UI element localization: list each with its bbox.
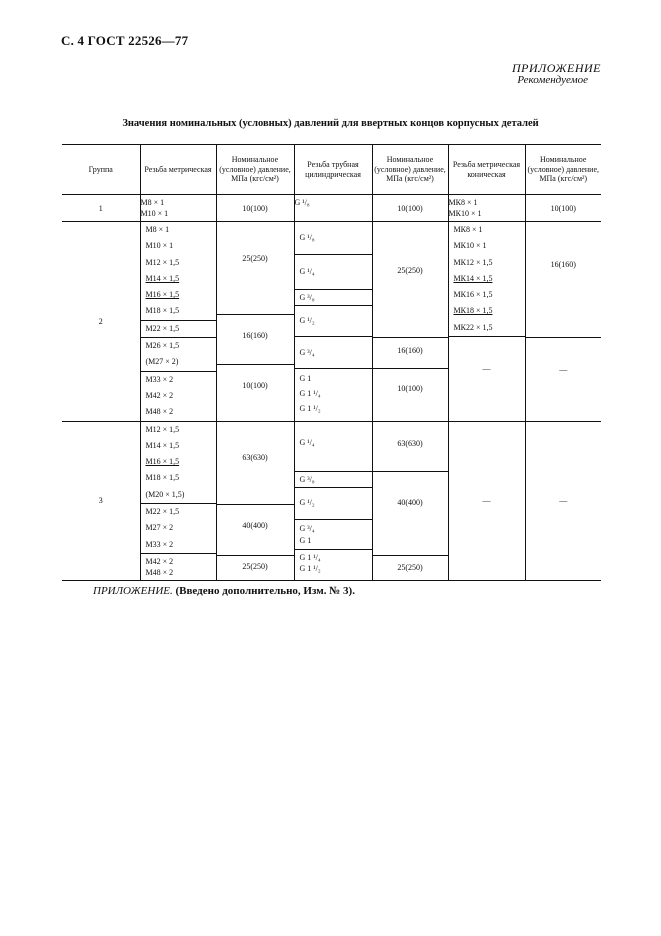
list-item: М22 × 1,5 xyxy=(145,507,180,517)
pressure-cell xyxy=(525,222,601,422)
pressure-value: 63(630) xyxy=(397,438,423,448)
pressure-cell xyxy=(216,421,294,580)
pressure-table xyxy=(62,144,601,581)
pressure-cell xyxy=(372,421,448,580)
list-item: М16 × 1,5 xyxy=(145,457,180,467)
pressure-cell: 10(100) xyxy=(525,195,601,222)
list-item: М48 × 2 xyxy=(145,407,174,417)
table-row xyxy=(62,195,601,222)
dash-value: — xyxy=(448,421,525,580)
list-item: G 1 ¹/₄ xyxy=(299,552,321,562)
pressure-value: 40(400) xyxy=(373,471,448,555)
list-item: G ³/₄ xyxy=(295,336,372,368)
appendix-subtitle: Рекомендуемое xyxy=(517,74,588,86)
list-item: МК8 × 1 xyxy=(448,198,478,207)
group-number: 1 xyxy=(62,195,140,222)
list-item: G 1 ¹/₂ xyxy=(299,404,321,413)
header-pressure-3: Номинальное (условное) давление, МПа (кгс/см²) xyxy=(525,145,601,195)
list-item: М18 × 1,5 xyxy=(145,473,180,483)
list-item: М8 × 1 xyxy=(145,225,170,234)
header-pipe: Резьба трубная цилиндрическая xyxy=(294,145,372,195)
footer-note-label: ПРИЛОЖЕНИЕ. xyxy=(93,585,173,597)
list-item: G ¹/₈ xyxy=(299,233,315,242)
list-item: МК12 × 1,5 xyxy=(453,257,493,267)
table-row xyxy=(62,222,601,422)
list-item: М14 × 1,5 xyxy=(145,440,180,450)
list-item: М10 × 1 xyxy=(140,209,169,218)
metric-cell xyxy=(140,222,216,422)
metric-cell xyxy=(140,195,216,222)
list-item: М10 × 1 xyxy=(145,241,174,251)
list-item: G ¹/₈ xyxy=(294,198,310,207)
header-pressure-2: Номинальное (условное) давление, МПа (кгс/см²) xyxy=(372,145,448,195)
pressure-value: 10(100) xyxy=(373,368,448,415)
group-number: 2 xyxy=(62,222,140,422)
header-metric: Резьба метрическая xyxy=(140,145,216,195)
list-item: G 1 ¹/₄ xyxy=(299,389,321,398)
page-header: С. 4 ГОСТ 22526—77 xyxy=(61,33,189,48)
conical-cell xyxy=(448,195,525,222)
list-item: М12 × 1,5 xyxy=(145,424,180,434)
pressure-value: 25(250) xyxy=(397,266,423,275)
list-item: М26 × 1,5 xyxy=(145,341,180,351)
list-item: G ¹/₄ xyxy=(299,437,315,447)
list-item: МК22 × 1,5 xyxy=(453,322,493,332)
table-row xyxy=(62,421,601,580)
list-item: М12 × 1,5 xyxy=(145,257,180,267)
header-group: Группа xyxy=(62,145,140,195)
table-title: Значения номинальных (условных) давлений для ввертных концов корпусных деталей xyxy=(122,118,539,129)
group-number: 3 xyxy=(62,421,140,580)
list-item: МК10 × 1 xyxy=(448,209,482,218)
pressure-cell xyxy=(372,222,448,422)
table-header-row xyxy=(62,145,601,195)
list-item: М16 × 1,5 xyxy=(145,290,180,300)
dash-value: — xyxy=(449,336,525,415)
list-item: МК14 × 1,5 xyxy=(453,273,493,283)
footer-note xyxy=(93,585,355,597)
pipe-cell xyxy=(294,421,372,580)
pressure-value: 25(250) xyxy=(242,254,268,263)
list-item: М8 × 1 xyxy=(140,198,165,207)
list-item: G ³/₈ xyxy=(295,471,372,487)
dash-value: — xyxy=(525,421,601,580)
list-item: МК18 × 1,5 xyxy=(453,306,493,316)
conical-cell xyxy=(448,222,525,422)
list-item: G 1 xyxy=(299,374,312,383)
list-item: G ¹/₂ xyxy=(295,487,372,519)
list-item: (М20 × 1,5) xyxy=(145,489,185,499)
pressure-cell xyxy=(216,222,294,422)
metric-cell xyxy=(140,421,216,580)
list-item: МК16 × 1,5 xyxy=(453,290,493,300)
list-item: М22 × 1,5 xyxy=(145,323,180,333)
pressure-value: 16(160) xyxy=(217,314,294,364)
pressure-value: 40(400) xyxy=(217,504,294,555)
list-item: G 1 ¹/₂ xyxy=(299,563,321,573)
list-item: G ³/₄ xyxy=(299,523,315,533)
list-item: М42 × 2 xyxy=(145,556,174,566)
dash-value: — xyxy=(526,337,602,416)
appendix-title: ПРИЛОЖЕНИЕ xyxy=(512,61,601,75)
pressure-value: 16(160) xyxy=(550,260,576,269)
list-item: М42 × 2 xyxy=(145,390,174,400)
list-item: М48 × 2 xyxy=(145,567,174,577)
pressure-cell: 10(100) xyxy=(372,195,448,222)
list-item: МК10 × 1 xyxy=(453,241,487,251)
list-item: (М27 × 2) xyxy=(145,357,179,367)
pressure-value: 25(250) xyxy=(373,555,448,580)
list-item: G ¹/₄ xyxy=(295,254,372,289)
pipe-cell xyxy=(294,195,372,222)
footer-note-text: (Введено дополнительно, Изм. № 3). xyxy=(175,585,355,597)
list-item: G ³/₈ xyxy=(295,289,372,305)
pressure-value: 25(250) xyxy=(217,555,294,580)
list-item: М14 × 1,5 xyxy=(145,273,180,283)
pipe-cell xyxy=(294,222,372,422)
pressure-value: 10(100) xyxy=(217,364,294,413)
pressure-value: 16(160) xyxy=(373,337,448,368)
list-item: G 1 xyxy=(299,535,312,545)
list-item: G ¹/₂ xyxy=(295,305,372,336)
pressure-cell: 10(100) xyxy=(216,195,294,222)
list-item: М33 × 2 xyxy=(145,539,174,549)
header-conical: Резьба метрическая коническая xyxy=(448,145,525,195)
header-pressure-1: Номинальное (условное) давление, МПа (кгс/см²) xyxy=(216,145,294,195)
list-item: МК8 × 1 xyxy=(453,225,483,234)
list-item: М27 × 2 xyxy=(145,523,174,533)
list-item: М18 × 1,5 xyxy=(145,306,180,316)
pressure-value: 63(630) xyxy=(242,452,268,462)
list-item: М33 × 2 xyxy=(145,374,174,384)
